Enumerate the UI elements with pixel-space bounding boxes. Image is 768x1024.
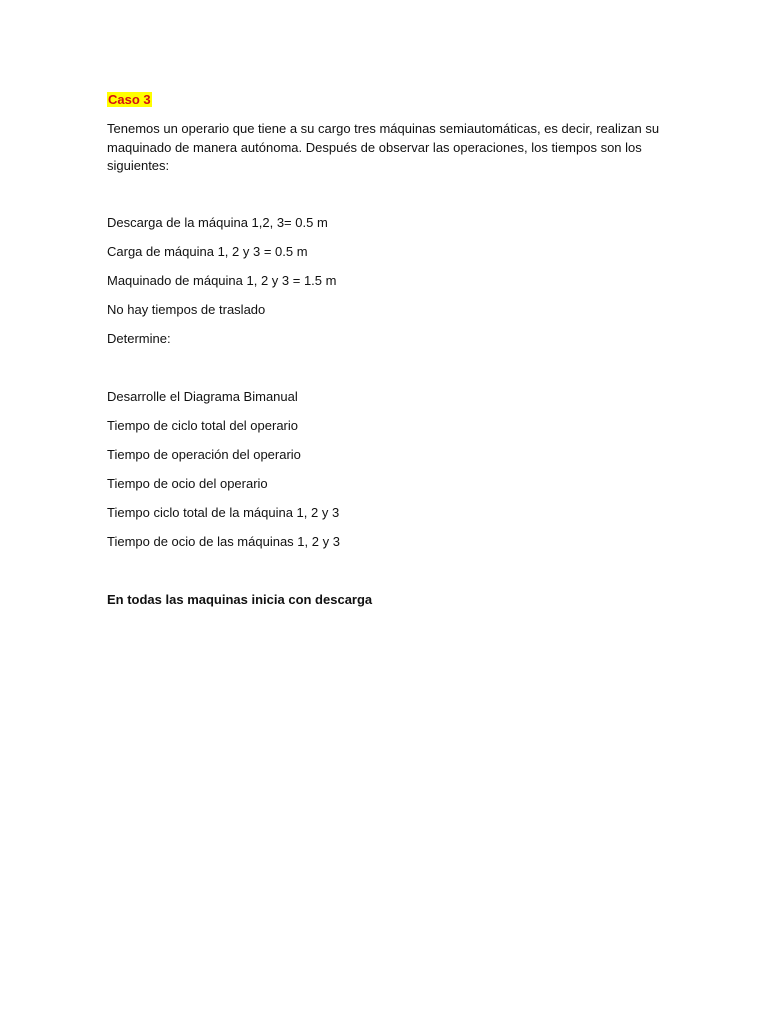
fact-no-travel: No hay tiempos de traslado: [107, 301, 266, 317]
case-title: [107, 91, 667, 109]
closing-note: En todas las maquinas inicia con descarga: [107, 591, 373, 607]
task-item: Tiempo ciclo total de la máquina 1, 2 y 3: [107, 504, 340, 520]
case-title-highlight: Caso 3: [108, 92, 151, 107]
tasks-list: [107, 388, 667, 562]
fact-unload-time: Descarga de la máquina 1,2, 3= 0.5 m: [107, 214, 328, 230]
determine-label: Determine:: [107, 330, 171, 346]
task-item: Tiempo de ocio del operario: [107, 475, 268, 491]
document-body: [107, 91, 667, 620]
task-item: Tiempo de operación del operario: [107, 446, 301, 462]
task-item: Desarrolle el Diagrama Bimanual: [107, 388, 298, 404]
fact-load-time: Carga de máquina 1, 2 y 3 = 0.5 m: [107, 243, 308, 259]
fact-machining-time: Maquinado de máquina 1, 2 y 3 = 1.5 m: [107, 272, 337, 288]
task-item: Tiempo de ocio de las máquinas 1, 2 y 3: [107, 533, 340, 549]
task-item: Tiempo de ciclo total del operario: [107, 417, 299, 433]
facts-list: [107, 214, 667, 359]
intro-paragraph: Tenemos un operario que tiene a su cargo tres máquinas semiautomáticas, es decir, realizan su maquinado de manera autónoma. Después de observar las operaciones, los tiempos son los siguientes:: [107, 121, 660, 173]
